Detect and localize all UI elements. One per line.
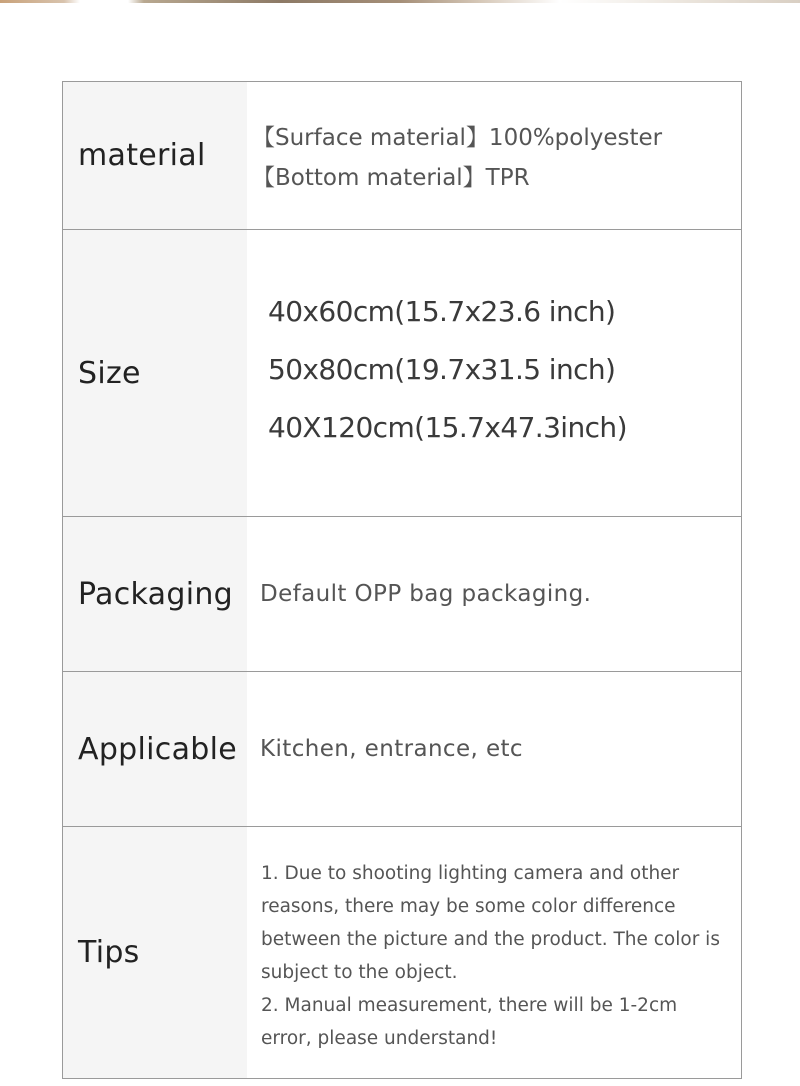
spec-value-cell — [247, 517, 741, 671]
tips-line: between the picture and the product. The color is — [261, 928, 720, 950]
material-label: material — [78, 138, 206, 173]
top-image-strip — [0, 0, 800, 3]
spec-label-cell — [63, 827, 247, 1078]
spec-row-packaging — [63, 517, 741, 672]
tips-label: Tips — [78, 935, 140, 970]
spec-value-cell — [247, 82, 741, 229]
applicable-value: Kitchen, entrance, etc — [260, 736, 523, 762]
spec-table — [62, 81, 742, 1079]
spec-label-cell — [63, 672, 247, 826]
tips-line: reasons, there may be some color difference — [261, 895, 676, 917]
bottom-material-text: 【Bottom material】TPR — [252, 164, 530, 191]
size-label: Size — [78, 355, 141, 391]
spec-row-material — [63, 82, 741, 230]
spec-label-cell — [63, 230, 247, 516]
surface-material-text: 【Surface material】100%polyester — [252, 124, 663, 151]
packaging-value: Default OPP bag packaging. — [260, 581, 592, 607]
spec-label-cell — [63, 82, 247, 229]
spec-label-cell — [63, 517, 247, 671]
spec-value-cell — [247, 827, 741, 1078]
packaging-label: Packaging — [78, 576, 233, 612]
tips-line: 2. Manual measurement, there will be 1-2cm — [261, 994, 678, 1016]
tips-line: error, please understand! — [261, 1027, 498, 1049]
spec-row-applicable — [63, 672, 741, 827]
tips-line: 1. Due to shooting lighting camera and other — [261, 862, 680, 884]
spec-value-cell — [247, 230, 741, 516]
spec-row-tips — [63, 827, 741, 1078]
size-option-medium: 50x80cm(19.7x31.5 inch) — [268, 353, 616, 386]
spec-value-cell — [247, 672, 741, 826]
spec-row-size — [63, 230, 741, 517]
size-option-long: 40X120cm(15.7x47.3inch) — [268, 411, 627, 444]
size-option-small: 40x60cm(15.7x23.6 inch) — [268, 295, 616, 328]
tips-line: subject to the object. — [261, 961, 458, 983]
applicable-label: Applicable — [78, 731, 237, 767]
